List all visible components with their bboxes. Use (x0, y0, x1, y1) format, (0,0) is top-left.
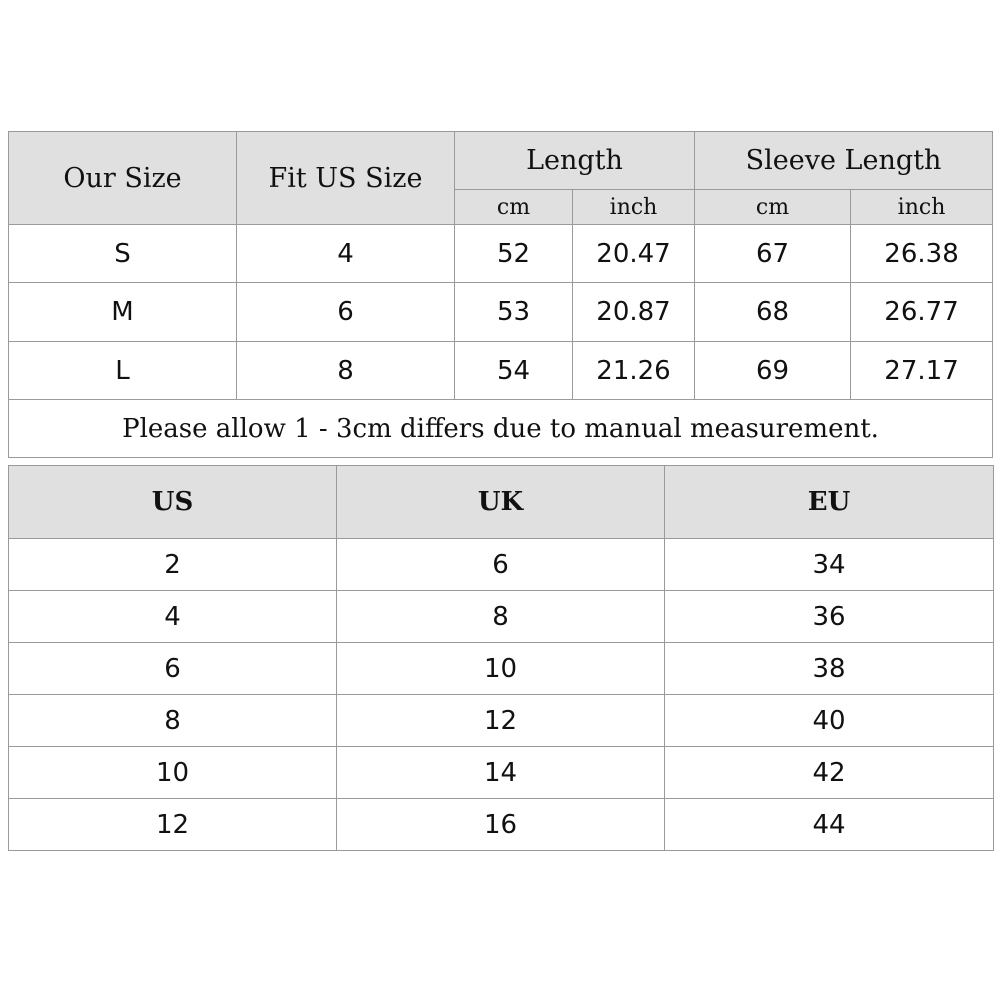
header-uk: UK (337, 466, 665, 539)
cell-uk: 8 (337, 591, 665, 643)
cell-us: 8 (9, 695, 337, 747)
size-row (9, 225, 993, 283)
cell-uk: 14 (337, 747, 665, 799)
conversion-row (9, 747, 994, 799)
size-row (9, 342, 993, 400)
cell-uk: 6 (337, 539, 665, 591)
size-chart-table (8, 131, 993, 458)
cell-eu: 34 (665, 539, 994, 591)
cell-us: 2 (9, 539, 337, 591)
cell-sleeve-cm: 68 (695, 283, 851, 342)
cell-sleeve-cm: 67 (695, 225, 851, 283)
cell-fit-us-size: 6 (237, 283, 455, 342)
cell-fit-us-size: 4 (237, 225, 455, 283)
cell-our-size: S (9, 225, 237, 283)
cell-uk: 12 (337, 695, 665, 747)
header-length-cm: cm (455, 190, 573, 225)
cell-length-cm: 53 (455, 283, 573, 342)
header-eu: EU (665, 466, 994, 539)
cell-eu: 38 (665, 643, 994, 695)
header-our-size: Our Size (9, 132, 237, 225)
cell-sleeve-cm: 69 (695, 342, 851, 400)
cell-fit-us-size: 8 (237, 342, 455, 400)
cell-sleeve-inch: 27.17 (851, 342, 993, 400)
conversion-row (9, 591, 994, 643)
cell-eu: 36 (665, 591, 994, 643)
cell-length-cm: 52 (455, 225, 573, 283)
header-fit-us-size: Fit US Size (237, 132, 455, 225)
cell-sleeve-inch: 26.77 (851, 283, 993, 342)
cell-us: 10 (9, 747, 337, 799)
conversion-row (9, 643, 994, 695)
header-sleeve-inch: inch (851, 190, 993, 225)
cell-length-inch: 21.26 (573, 342, 695, 400)
cell-uk: 16 (337, 799, 665, 851)
header-length: Length (455, 132, 695, 190)
header-sleeve-length: Sleeve Length (695, 132, 993, 190)
conversion-row (9, 695, 994, 747)
cell-our-size: L (9, 342, 237, 400)
header-us: US (9, 466, 337, 539)
cell-eu: 42 (665, 747, 994, 799)
cell-eu: 44 (665, 799, 994, 851)
cell-length-inch: 20.87 (573, 283, 695, 342)
size-row (9, 283, 993, 342)
header-length-inch: inch (573, 190, 695, 225)
header-sleeve-cm: cm (695, 190, 851, 225)
cell-uk: 10 (337, 643, 665, 695)
conversion-row (9, 539, 994, 591)
cell-us: 4 (9, 591, 337, 643)
cell-length-cm: 54 (455, 342, 573, 400)
cell-our-size: M (9, 283, 237, 342)
cell-us: 6 (9, 643, 337, 695)
conversion-row (9, 799, 994, 851)
cell-length-inch: 20.47 (573, 225, 695, 283)
cell-us: 12 (9, 799, 337, 851)
cell-eu: 40 (665, 695, 994, 747)
measurement-note: Please allow 1 - 3cm differs due to manual measurement. (9, 400, 993, 458)
size-conversion-table (8, 465, 994, 851)
cell-sleeve-inch: 26.38 (851, 225, 993, 283)
